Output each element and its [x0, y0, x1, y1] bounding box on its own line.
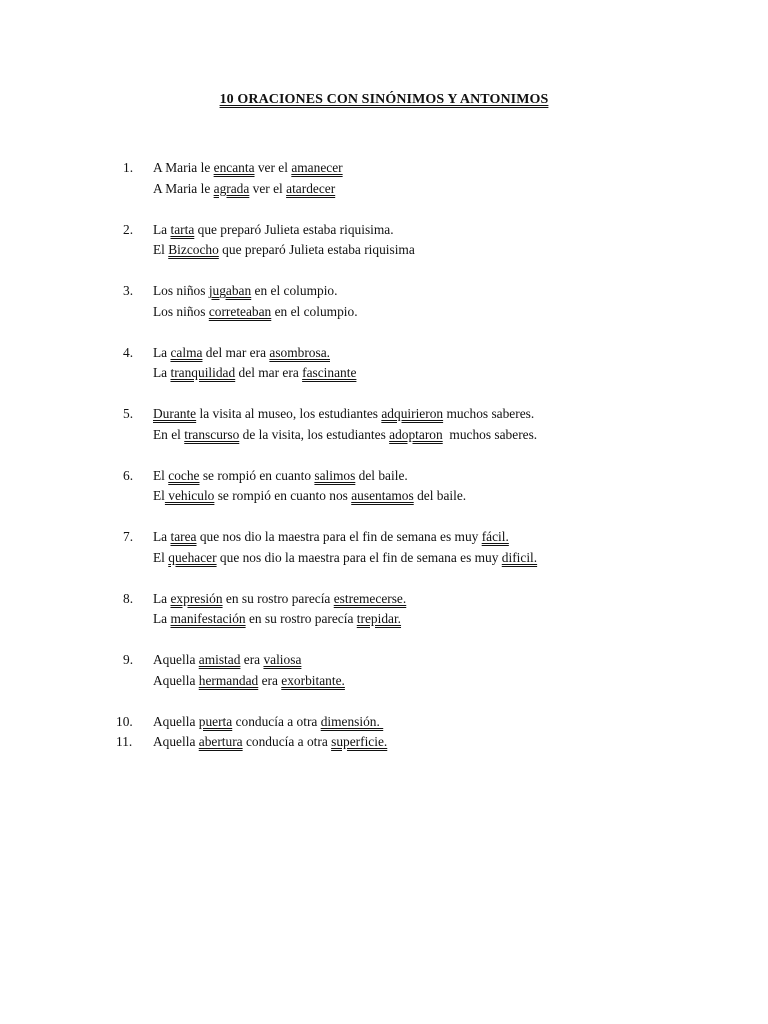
- item-number: 6.: [123, 467, 134, 483]
- sentence-text: conducía a otra: [242, 734, 332, 749]
- sentence-text: El: [153, 549, 169, 565]
- sentence-text: del baile.: [413, 488, 467, 503]
- list-item: [116, 732, 743, 753]
- sentence-text: muchos saberes.: [443, 406, 535, 421]
- sentence-line: [153, 548, 743, 569]
- sentence-line: [153, 158, 743, 179]
- sentence-line: [153, 466, 743, 487]
- underlined-word: correteaban: [208, 303, 272, 319]
- sentence-text: del baile.: [355, 467, 408, 483]
- sentence-text: La: [153, 221, 171, 237]
- sentence-line: [153, 486, 743, 507]
- underlined-word: hermandad: [198, 672, 259, 688]
- sentence-text: que nos dio la maestra para el fin de semana es muy: [216, 549, 502, 565]
- sentence-text: que preparó Julieta estaba riquisima: [218, 242, 415, 257]
- sentence-line: [153, 240, 743, 261]
- underlined-word: transcurso: [184, 426, 240, 442]
- sentence-line: [153, 404, 743, 425]
- underlined-word: estremecerse.: [333, 590, 407, 606]
- sentence-text: se rompió en cuanto: [199, 467, 315, 483]
- list-item: [123, 343, 743, 384]
- sentence-text: La: [153, 529, 171, 544]
- sentence-text: La: [153, 590, 171, 606]
- item-number: 1.: [123, 160, 134, 175]
- underlined-word: abertura: [198, 734, 243, 749]
- sentence-text: El: [153, 467, 169, 483]
- sentence-text: que preparó Julieta estaba riquisima.: [194, 221, 394, 237]
- sentence-text: El: [153, 242, 169, 257]
- sentence-line: [153, 425, 743, 446]
- underlined-word: puerta: [198, 713, 233, 729]
- sentence-text: conducía a otra: [232, 713, 321, 729]
- sentence-text: en el columpio.: [271, 303, 358, 319]
- sentence-text: Los niños: [153, 303, 209, 319]
- sentence-line: [153, 650, 743, 671]
- sentence-text: en su rostro parecía: [222, 590, 334, 606]
- underlined-word: fascinante: [302, 365, 357, 380]
- sentence-text: La: [153, 344, 171, 360]
- document-title: 10 ORACIONES CON SINÓNIMOS Y ANTONIMOS: [219, 92, 549, 107]
- item-number: 7.: [123, 529, 134, 544]
- sentence-text: en su rostro parecía: [245, 611, 357, 626]
- sentence-text: A Maria le: [153, 180, 214, 196]
- sentence-line: [153, 302, 743, 323]
- sentence-text: del mar era: [202, 344, 270, 360]
- underlined-word: tarea: [170, 529, 197, 544]
- sentence-text: Aquella: [153, 734, 199, 749]
- underlined-word: amanecer: [291, 160, 343, 175]
- sentence-text: de la visita, los estudiantes: [239, 426, 390, 442]
- underlined-word: atardecer: [286, 180, 336, 196]
- item-number: 9.: [123, 652, 134, 667]
- sentence-text: En el: [153, 426, 185, 442]
- sentence-line: [153, 671, 743, 692]
- underlined-word: adquirieron: [381, 406, 444, 421]
- sentence-text: A Maria le: [153, 160, 214, 175]
- sentence-line: [153, 712, 743, 733]
- list-item: [123, 589, 743, 630]
- underlined-word: expresión: [170, 590, 223, 606]
- underlined-word: Bizcocho: [168, 242, 219, 257]
- sentence-text: era: [240, 652, 264, 667]
- list-item: [123, 650, 743, 691]
- sentence-text: Los niños: [153, 283, 209, 298]
- underlined-word: encanta: [213, 160, 255, 175]
- underlined-word: vehiculo: [164, 488, 215, 503]
- sentence-line: [153, 343, 743, 364]
- sentence-text: ver el: [249, 180, 287, 196]
- underlined-word: superficie.: [331, 734, 388, 749]
- sentence-text: del mar era: [235, 365, 303, 380]
- underlined-word: salimos: [314, 467, 356, 483]
- underlined-word: fácil.: [481, 529, 509, 544]
- underlined-word: valiosa: [263, 652, 302, 667]
- item-number: 5.: [123, 406, 134, 421]
- sentence-text: era: [258, 672, 282, 688]
- underlined-word: asombrosa.: [269, 344, 330, 360]
- underlined-word: jugaban: [208, 283, 252, 298]
- underlined-word: tranquilidad: [170, 365, 236, 380]
- list-item: [123, 281, 743, 322]
- sentence-text: La: [153, 611, 171, 626]
- underlined-word: dimensión.: [320, 713, 384, 729]
- item-number: 2.: [123, 221, 134, 237]
- underlined-word: adoptaron: [389, 426, 443, 442]
- sentence-text: El: [153, 488, 165, 503]
- underlined-word: Durante: [153, 406, 197, 421]
- sentence-text: Aquella: [153, 713, 199, 729]
- sentence-line: [153, 281, 743, 302]
- underlined-word: dificil.: [501, 549, 538, 565]
- sentence-line: [153, 527, 743, 548]
- sentence-line: [153, 179, 743, 200]
- sentence-text: muchos saberes.: [442, 426, 538, 442]
- underlined-word: tarta: [170, 221, 195, 237]
- list-item: [123, 220, 743, 261]
- underlined-word: trepidar.: [356, 611, 402, 626]
- sentence-list: [116, 158, 743, 753]
- item-number: 3.: [123, 283, 134, 298]
- sentence-text: la visita al museo, los estudiantes: [196, 406, 382, 421]
- sentence-line: [153, 220, 743, 241]
- item-number: 4.: [123, 344, 134, 360]
- sentence-text: Aquella: [153, 672, 199, 688]
- sentence-text: Aquella: [153, 652, 199, 667]
- list-item: [123, 404, 743, 445]
- sentence-line: [153, 363, 743, 384]
- list-item: [116, 712, 743, 733]
- sentence-line: [153, 589, 743, 610]
- list-item: [123, 158, 743, 199]
- item-number: 10.: [116, 713, 133, 729]
- underlined-word: quehacer: [168, 549, 217, 565]
- sentence-text: ver el: [254, 160, 292, 175]
- underlined-word: manifestación: [170, 611, 246, 626]
- sentence-text: La: [153, 365, 171, 380]
- list-item: [123, 527, 743, 568]
- underlined-word: calma: [170, 344, 203, 360]
- sentence-line: [153, 609, 743, 630]
- sentence-line: [153, 732, 743, 753]
- underlined-word: ausentamos: [351, 488, 414, 503]
- sentence-text: en el columpio.: [251, 283, 338, 298]
- sentence-text: que nos dio la maestra para el fin de semana es muy: [196, 529, 482, 544]
- underlined-word: coche: [168, 467, 200, 483]
- underlined-word: exorbitante.: [281, 672, 345, 688]
- item-number: 11.: [116, 734, 133, 749]
- sentence-text: se rompió en cuanto nos: [214, 488, 352, 503]
- underlined-word: agrada: [213, 180, 250, 196]
- underlined-word: amistad: [198, 652, 241, 667]
- list-item: [123, 466, 743, 507]
- item-number: 8.: [123, 590, 134, 606]
